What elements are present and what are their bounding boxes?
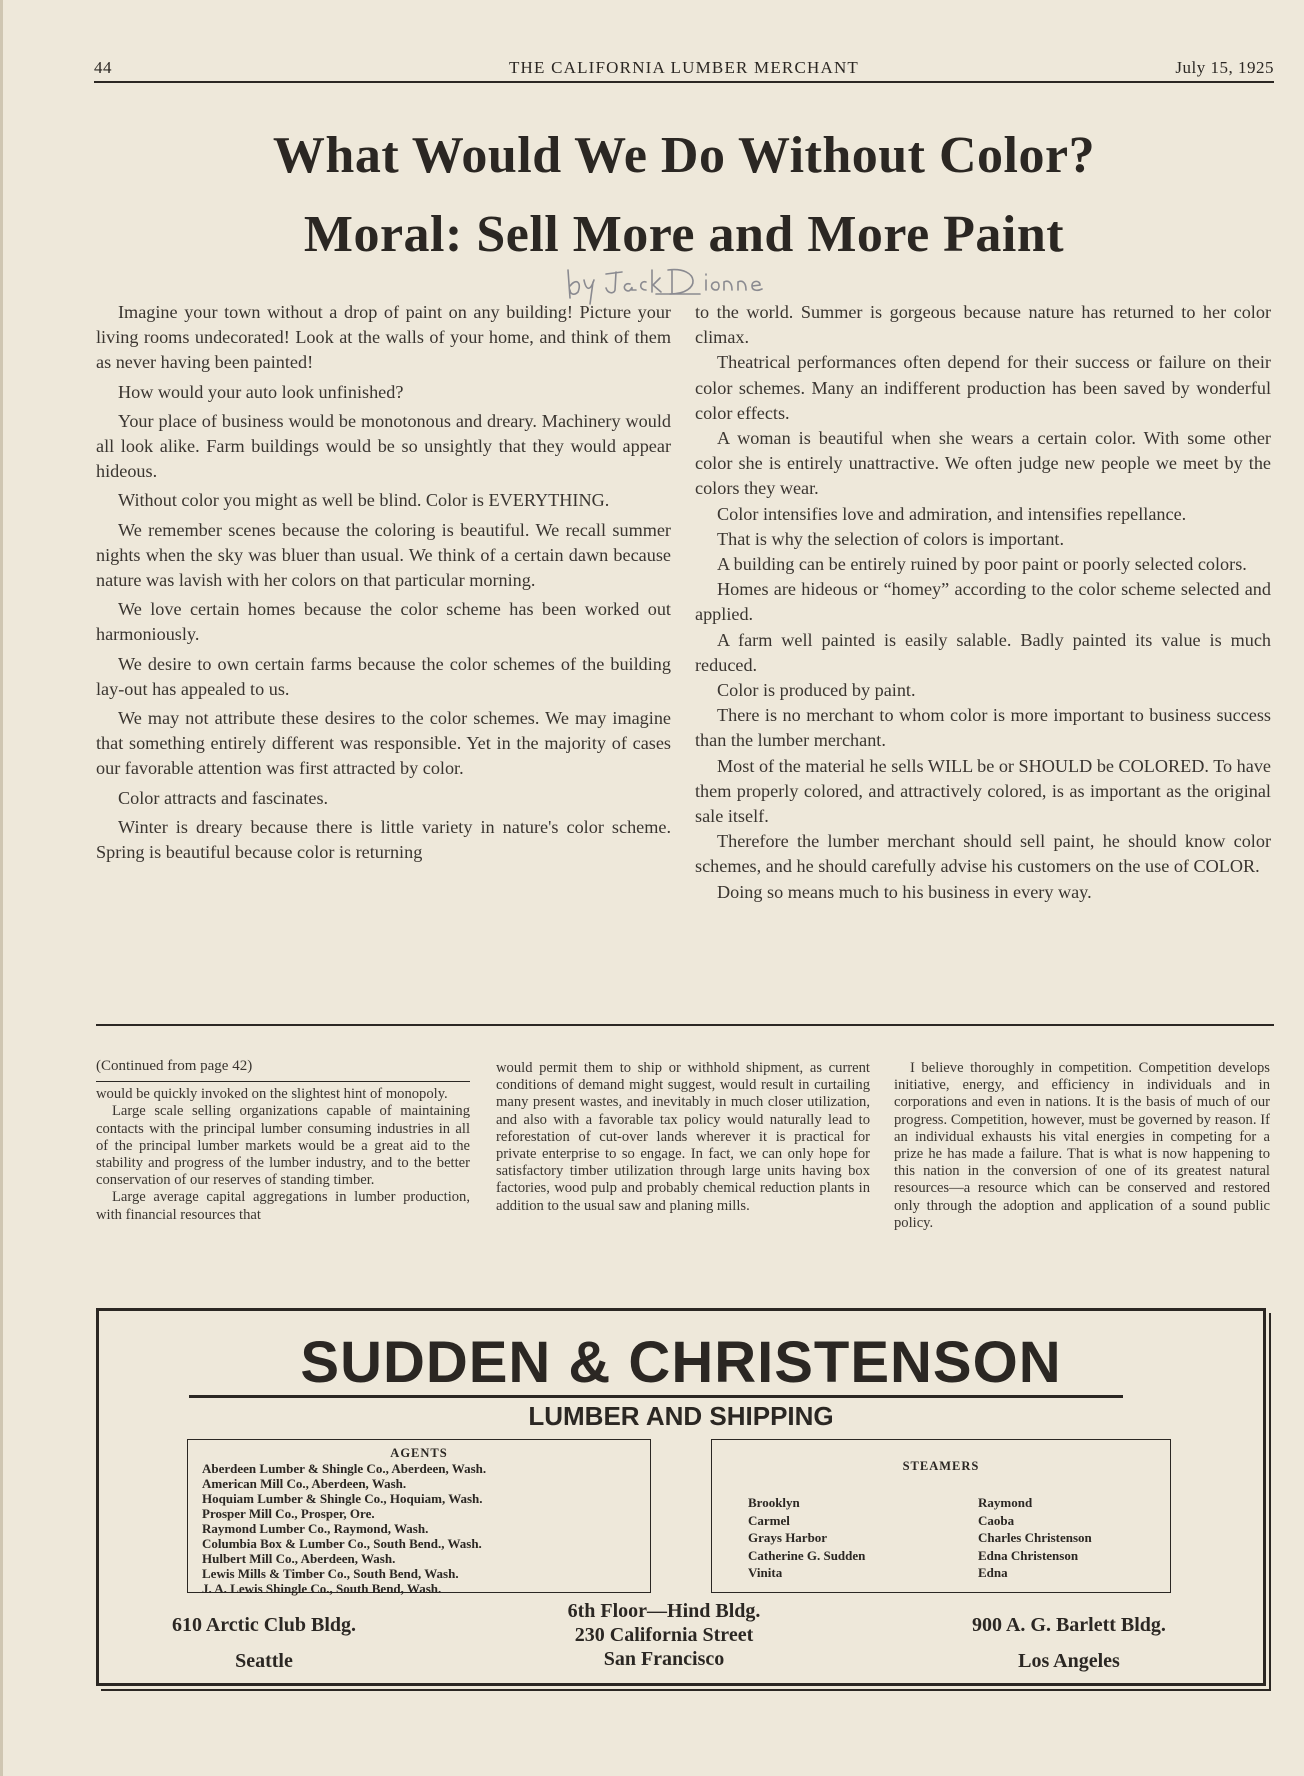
- office-city: Los Angeles: [1018, 1650, 1120, 1672]
- agent-item: Columbia Box & Lumber Co., South Bend., Wash.: [202, 1536, 482, 1551]
- page-number: 44: [94, 58, 112, 77]
- continued-heading: (Continued from page 42): [96, 1058, 253, 1074]
- paragraph: Your place of business would be monotonous and dreary. Machinery would all look alike. Farm buildings would be so unsightly that they would appear hideous.: [96, 410, 671, 482]
- paragraph: Color intensifies love and admiration, and intensifies repellance.: [717, 503, 1187, 524]
- agent-item: Prosper Mill Co., Prosper, Ore.: [202, 1506, 375, 1521]
- continued-rule: [96, 1081, 470, 1082]
- company-name: SUDDEN & CHRISTENSON: [300, 1330, 1062, 1395]
- article-column-left: [96, 300, 671, 869]
- paragraph: Therefore the lumber merchant should sell paint, he should know color schemes, and he should carefully advise his customers on the use of COLOR.: [695, 831, 1271, 877]
- steamers-box: [711, 1439, 1171, 1593]
- paragraph: Homes are hideous or “homey” according to the color scheme selected and applied.: [695, 579, 1271, 625]
- office-address: 230 California Street: [574, 1624, 754, 1646]
- agents-heading: AGENTS: [390, 1446, 448, 1460]
- continued-column-1: [96, 1058, 470, 1224]
- agent-item: Raymond Lumber Co., Raymond, Wash.: [202, 1521, 429, 1536]
- office-san-francisco: [499, 1599, 829, 1671]
- steamer-item: Caoba: [978, 1512, 1015, 1528]
- steamer-item: Raymond: [978, 1495, 1033, 1510]
- section-rule: [96, 1024, 1274, 1026]
- steamers-list-right: [978, 1494, 1092, 1582]
- paragraph: Most of the material he sells WILL be or SHOULD be COLORED. To have them properly colored, and attractively colored, is as important as the original sale itself.: [695, 755, 1272, 827]
- steamers-list-left: [748, 1494, 865, 1582]
- issue-date: July 15, 1925: [1175, 58, 1274, 77]
- steamer-item: Charles Christenson: [978, 1530, 1092, 1545]
- agent-item: American Mill Co., Aberdeen, Wash.: [202, 1476, 407, 1491]
- paragraph: We desire to own certain farms because the color schemes of the building lay-out has appealed to us.: [96, 653, 671, 699]
- paragraph: Large scale selling organizations capable of maintaining contacts with the principal lumber consuming industries in all of the principal lumber markets would be a great aid to the stability and progress of the lumber industry, and to the better conservation of our reserves of standing timber.: [96, 1103, 470, 1189]
- paragraph: Winter is dreary because there is little variety in nature's color scheme. Spring is beautiful because color is returning: [96, 816, 671, 863]
- article-title: What Would We Do Without Color?: [272, 127, 1096, 184]
- paragraph: A woman is beautiful when she wears a certain color. With some other color she is entirely unattractive. We often judge new people we meet by the colors they wear.: [695, 428, 1271, 499]
- company-tagline: LUMBER AND SHIPPING: [528, 1401, 834, 1431]
- paragraph: Doing so means much to his business in every way.: [717, 881, 1092, 902]
- office-seattle: [129, 1613, 399, 1673]
- steamers-heading: STEAMERS: [902, 1459, 980, 1473]
- paragraph: A farm well painted is easily salable. Badly painted its value is much reduced.: [695, 629, 1271, 675]
- agent-item: J. A. Lewis Shingle Co., South Bend, Wash.: [202, 1581, 442, 1596]
- agents-box: [187, 1439, 651, 1596]
- paragraph: Color attracts and fascinates.: [118, 787, 329, 808]
- paragraph: Large average capital aggregations in lumber production, with financial resources that: [96, 1189, 470, 1223]
- paragraph: would be quickly invoked on the slightest hint of monopoly.: [96, 1086, 448, 1103]
- continued-column-2: [496, 1060, 870, 1215]
- paragraph: There is no merchant to whom color is more important to business success than the lumber merchant.: [695, 705, 1271, 751]
- paragraph: Theatrical performances often depend for their success or failure on their color schemes. Many an indifferent production has been saved by wonderful color effects.: [695, 352, 1271, 423]
- agent-item: Lewis Mills & Timber Co., South Bend, Wash.: [202, 1566, 459, 1581]
- paragraph: Imagine your town without a drop of paint on any building! Picture your living rooms undecorated! Look at the walls of your home, and think of them as never having been painted!: [96, 302, 671, 373]
- paragraph: Without color you might as well be blind. Color is EVERYTHING.: [118, 490, 610, 511]
- office-address: 900 A. G. Barlett Bldg.: [972, 1614, 1166, 1636]
- steamer-item: Brooklyn: [748, 1495, 800, 1510]
- paragraph: We love certain homes because the color scheme has been worked out harmoniously.: [96, 599, 671, 645]
- paragraph: would permit them to ship or withhold shipment, as current conditions of demand might suggest, would result in curtailing many present wastes, and inevitably in much closer utilization, and also with a favorable tax policy would naturally lead to reforestation of cut-over lands wherever it is practical for private enterprise to so engage. In fact, we can only hope for satisfactory timber utilization through large units having box factories, wood pulp and probably chemical reduction plants in addition to the usual saw and planing mills.: [496, 1060, 870, 1214]
- continued-column-3: [894, 1060, 1270, 1232]
- paragraph: to the world. Summer is gorgeous because nature has returned to her color climax.: [695, 302, 1271, 348]
- steamer-item: Edna Christenson: [978, 1547, 1079, 1563]
- steamer-item: Catherine G. Sudden: [748, 1547, 866, 1563]
- paragraph: A building can be entirely ruined by poor paint or poorly selected colors.: [717, 554, 1247, 575]
- steamer-item: Vinita: [748, 1565, 783, 1580]
- header-rule: [94, 81, 1274, 83]
- office-address: 610 Arctic Club Bldg.: [171, 1614, 357, 1636]
- office-city: San Francisco: [603, 1648, 725, 1670]
- steamer-item: Edna: [978, 1565, 1008, 1580]
- paragraph: We remember scenes because the coloring is beautiful. We recall summer nights when the sky was bluer than usual. We think of a certain dawn because nature was lavish with her colors on that particular morning.: [96, 519, 671, 591]
- article-column-right: [695, 300, 1271, 905]
- article-subtitle: Moral: Sell More and More Paint: [303, 206, 1065, 263]
- agent-item: Aberdeen Lumber & Shingle Co., Aberdeen, Wash.: [202, 1461, 487, 1476]
- company-underline: [189, 1395, 1123, 1398]
- paragraph: How would your auto look unfinished?: [118, 381, 404, 402]
- advertisement: [96, 1308, 1266, 1686]
- paragraph: Color is produced by paint.: [717, 680, 916, 701]
- office-address: 6th Floor—Hind Bldg.: [567, 1600, 761, 1622]
- office-los-angeles: [919, 1613, 1219, 1673]
- journal-name: THE CALIFORNIA LUMBER MERCHANT: [508, 58, 860, 77]
- paragraph: That is why the selection of colors is important.: [717, 528, 1065, 549]
- paragraph: We may not attribute these desires to the color schemes. We may imagine that something entirely different was responsible. Yet in the majority of cases our favorable attention was first attracted by color.: [96, 708, 671, 779]
- office-city: Seattle: [235, 1650, 293, 1672]
- agent-item: Hulbert Mill Co., Aberdeen, Wash.: [202, 1551, 396, 1566]
- page-edge: [0, 0, 3, 1776]
- steamer-item: Grays Harbor: [748, 1530, 828, 1545]
- agent-item: Hoquiam Lumber & Shingle Co., Hoquiam, Wash.: [202, 1491, 483, 1506]
- paragraph: I believe thoroughly in competition. Competition develops initiative, energy, and efficiency in individuals and in corporations and even in nations. It is the basis of much of our progress. Competition, however, must be governed by reason. If an individual exhausts his vital energies in competing for a prize he has made a failure. That is what is now happening to this nation in the conversion of one of its greatest natural resources—a resource which can be conserved and restored only through the adoption and application of a sound public policy.: [894, 1060, 1270, 1231]
- steamer-item: Carmel: [748, 1512, 790, 1528]
